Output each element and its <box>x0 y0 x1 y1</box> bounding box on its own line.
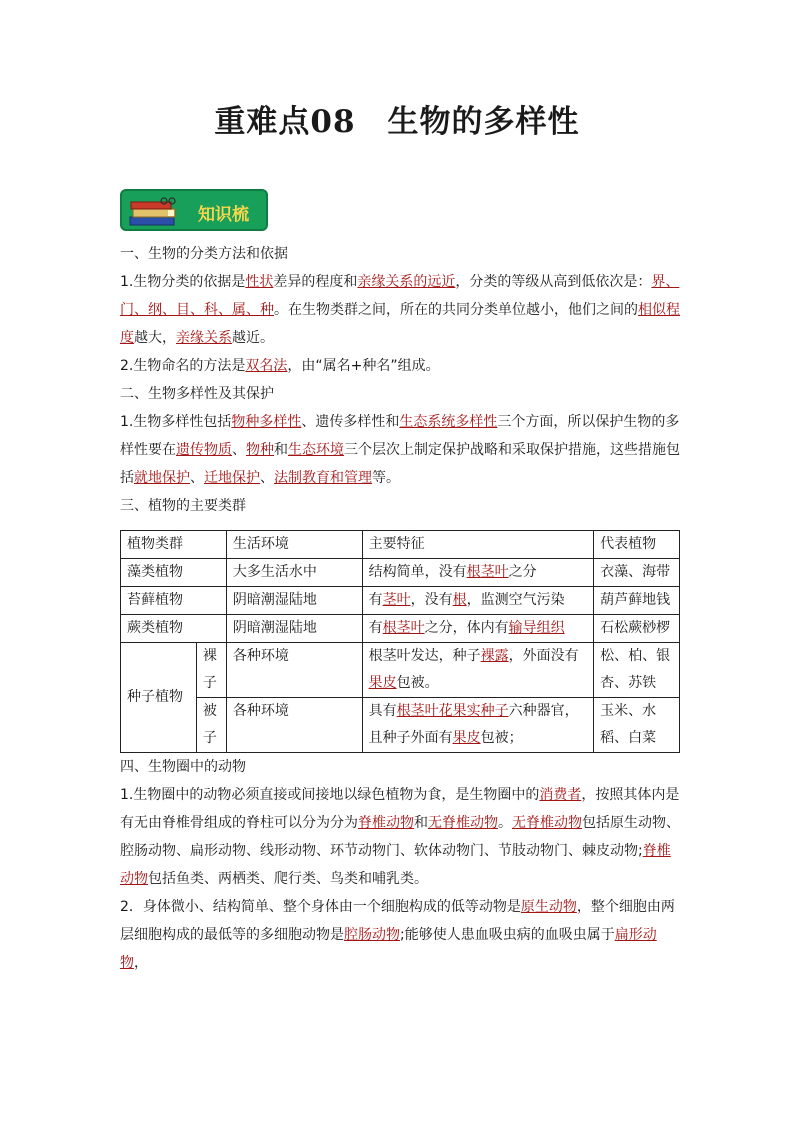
table-cell: 衣藻、海带 <box>594 559 680 587</box>
text: 越大， <box>134 330 176 346</box>
text: 差异的程度和 <box>273 274 358 290</box>
keyword: 根茎叶花果实种子 <box>396 703 509 719</box>
text: 有 <box>368 592 383 608</box>
text: 之分 <box>508 564 537 580</box>
keyword: 扁形动物 <box>120 927 657 971</box>
keyword: 茎叶 <box>382 592 411 608</box>
keyword: 相似程度 <box>120 302 680 346</box>
text: 包被。 <box>396 675 439 691</box>
table-cell: 苔藓植物 <box>121 587 227 615</box>
table-cell: 各种环境 <box>226 698 362 753</box>
text: 。在生物类群之间，所在的共同分类单位越小，他们之间的 <box>274 302 638 318</box>
keyword: 亲缘关系的远近 <box>357 274 456 290</box>
text: 六种器官，且种子外面有 <box>368 703 579 746</box>
keyword: 根茎叶 <box>466 564 509 580</box>
section-heading: 三、植物的主要类群 <box>120 498 246 514</box>
keyword: 原生动物 <box>520 899 577 915</box>
keyword: 腔肠动物 <box>344 927 400 943</box>
paragraph <box>120 408 680 492</box>
text: 具有 <box>368 703 397 719</box>
text: 包括原生动物、腔肠动物、扁形动物、线形动物、环节动物门、软体动物门、节肢动物门、棘皮动物; <box>120 815 680 859</box>
table-row <box>121 559 680 587</box>
paragraph <box>120 893 680 977</box>
keyword: 输导组织 <box>508 620 565 636</box>
section-heading: 二、生物多样性及其保护 <box>120 386 274 402</box>
text: ， <box>134 955 148 971</box>
keyword: 物种多样性 <box>231 414 302 430</box>
badge-label: 知识梳 <box>198 205 249 225</box>
table-header: 生活环境 <box>226 531 362 559</box>
table-cell: 种子植物 <box>121 643 197 753</box>
keyword: 消费者 <box>539 787 582 803</box>
table-header: 主要特征 <box>362 531 594 559</box>
text: 和 <box>274 442 288 458</box>
text: 之分，体内有 <box>424 620 509 636</box>
keyword: 亲缘关系 <box>176 330 232 346</box>
section-heading: 一、生物的分类方法和依据 <box>120 246 288 262</box>
keyword: 无脊椎动物 <box>512 815 582 831</box>
paragraph <box>120 268 680 352</box>
table-cell: 葫芦藓地钱 <box>594 587 680 615</box>
keyword: 双名法 <box>245 358 288 374</box>
keyword: 生态系统多样性 <box>399 414 498 430</box>
text: 2.生物命名的方法是 <box>120 358 246 374</box>
text: 、 <box>260 470 274 486</box>
table-cell: 大多生活水中 <box>226 559 362 587</box>
text: 根茎叶发达，种子 <box>368 648 481 664</box>
text: 、 <box>190 470 204 486</box>
text: ，由“属名+种名”组成。 <box>287 358 440 374</box>
text: 。 <box>498 815 512 831</box>
table-cell: 被子 <box>196 698 226 753</box>
table-row <box>121 615 680 643</box>
text: 结构简单，没有 <box>368 564 467 580</box>
text: 2．身体微小、结构简单、整个身体由一个细胞构成的低等动物是 <box>120 899 521 915</box>
table-cell: 玉米、水稻、白菜 <box>594 698 680 753</box>
table-cell: 藻类植物 <box>121 559 227 587</box>
keyword: 果皮 <box>452 730 481 746</box>
text: 包被； <box>480 730 523 746</box>
text: 越近。 <box>232 330 274 346</box>
table-row <box>121 587 680 615</box>
table-cell: 蕨类植物 <box>121 615 227 643</box>
text: ，按照其体内是有无由脊椎骨组成的脊柱可以分为分为 <box>120 787 680 831</box>
text: 、 <box>232 442 246 458</box>
paragraph <box>120 352 680 380</box>
table-cell: 石松蕨桫椤 <box>594 615 680 643</box>
text: ，分类的等级从高到低依次是： <box>455 274 652 290</box>
table-cell: 裸子 <box>196 643 226 698</box>
text: ，整个细胞由两层细胞构成的最低等的多细胞动物是 <box>120 899 675 943</box>
plant-groups-table <box>120 530 680 753</box>
text: ，没有 <box>410 592 453 608</box>
page-title: 重难点08 生物的多样性 <box>214 104 580 140</box>
table-cell <box>362 559 594 587</box>
text: 包括鱼类、两栖类、爬行类、鸟类和哺乳类。 <box>148 871 428 887</box>
text: 三个层次上制定保护战略和采取保护措施，这些措施包括 <box>120 442 680 486</box>
keyword: 界、门、纲、目、科、属、种 <box>120 274 680 318</box>
paragraph <box>120 781 680 893</box>
books-icon <box>128 197 180 227</box>
text: 1.生物分类的依据是 <box>120 274 246 290</box>
text: ，监测空气污染 <box>466 592 565 608</box>
table-cell <box>362 643 594 698</box>
section-heading: 四、生物圈中的动物 <box>120 759 246 775</box>
table-row <box>121 643 680 698</box>
table-cell: 松、柏、银杏、苏铁 <box>594 643 680 698</box>
keyword: 迁地保护 <box>204 470 260 486</box>
table-row <box>121 698 680 753</box>
keyword: 根茎叶 <box>382 620 425 636</box>
table-cell: 阴暗潮湿陆地 <box>226 587 362 615</box>
keyword: 法制教育和管理 <box>274 470 372 486</box>
keyword: 遗传物质 <box>176 442 232 458</box>
table-header-row <box>121 531 680 559</box>
text: 和 <box>414 815 428 831</box>
text: 等。 <box>372 470 400 486</box>
keyword: 生态环境 <box>288 442 344 458</box>
keyword: 就地保护 <box>134 470 190 486</box>
text: 三个方面，所以保护生物的多样性要在 <box>120 414 680 458</box>
text: ;能够使人患血吸虫病的血吸虫属于 <box>400 927 615 943</box>
keyword: 果皮 <box>368 675 397 691</box>
keyword: 物种 <box>246 442 274 458</box>
table-cell <box>362 615 594 643</box>
table-header: 代表植物 <box>594 531 680 559</box>
table-cell: 阴暗潮湿陆地 <box>226 615 362 643</box>
text: 有 <box>368 620 383 636</box>
keyword: 无脊椎动物 <box>428 815 498 831</box>
text: ，外面没有 <box>508 648 579 664</box>
text: 、遗传多样性和 <box>301 414 400 430</box>
keyword: 根 <box>452 592 467 608</box>
text: 1.生物多样性包括 <box>120 414 232 430</box>
table-cell <box>362 698 594 753</box>
content-body <box>120 240 680 977</box>
keyword: 脊椎动物 <box>120 843 671 887</box>
keyword: 裸露 <box>480 648 509 664</box>
knowledge-badge <box>120 189 268 231</box>
text: 1.生物圈中的动物必须直接或间接地以绿色植物为食，是生物圈中的 <box>120 787 540 803</box>
keyword: 性状 <box>245 274 274 290</box>
table-header: 植物类群 <box>121 531 227 559</box>
table-cell: 各种环境 <box>226 643 362 698</box>
keyword: 脊椎动物 <box>358 815 414 831</box>
table-cell <box>362 587 594 615</box>
